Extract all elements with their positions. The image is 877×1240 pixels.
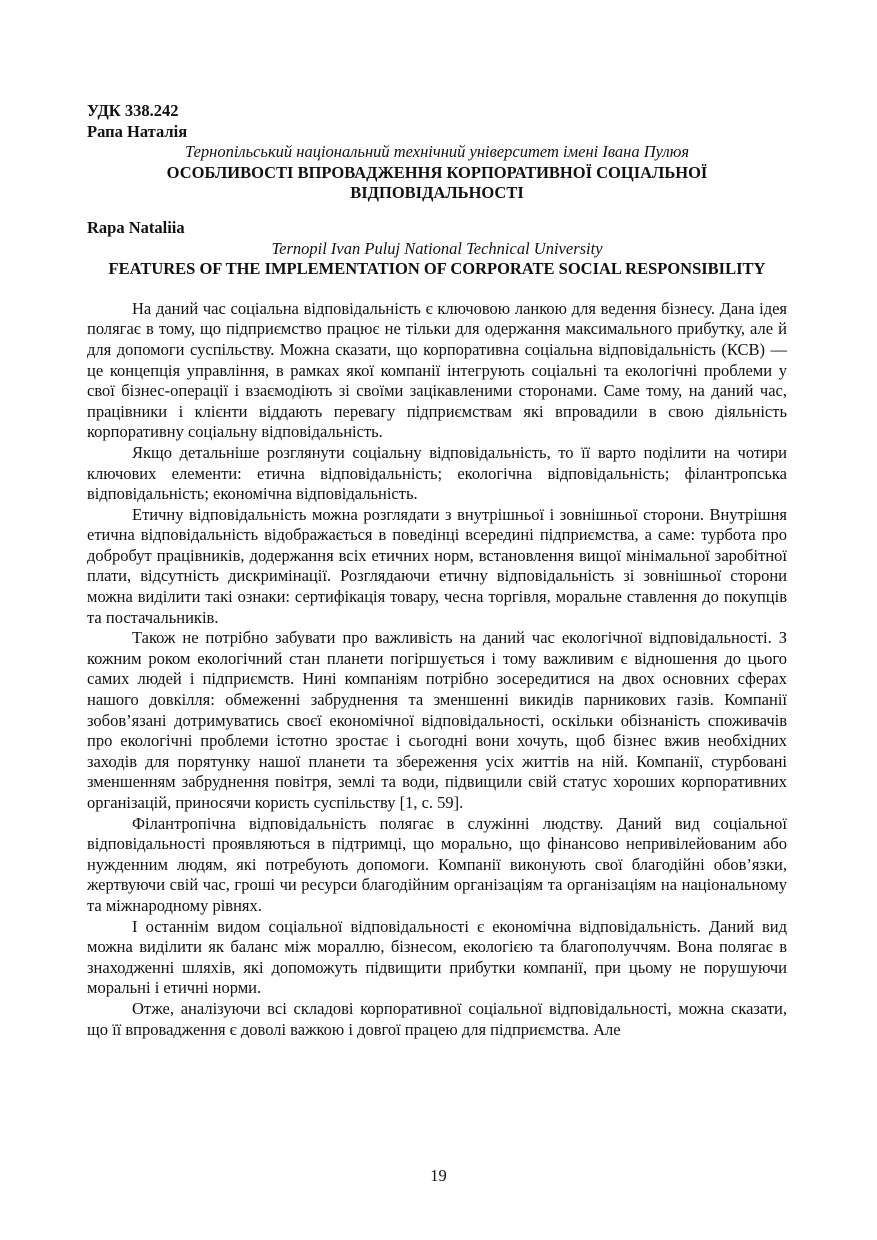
author-name-en: Rapa Nataliia <box>87 217 185 237</box>
page-content <box>87 101 787 1040</box>
article-header <box>87 101 787 280</box>
body-paragraph: Філантропічна відповідальність полягає в служінні людству. Даний вид соціальної відповідальності проявляються в підтримці, що морально, що фінансово непривілейованим або нужденним людям, які потребують допомоги. Компанії виконують свої благодійні обов’язки, жертвуючи свій час, гроші чи ресурси благодійним організаціям та організаціям на національному та міжнародному рівнях. <box>87 813 787 915</box>
body-paragraph: І останнім видом соціальної відповідальності є економічна відповідальність. Даний вид можна виділити як баланс між мораллю, бізнесом, екологією та благополуччям. Вона полягає в знаходженні шляхів, які допоможуть підвищити прибутки компанії, при цьому не порушуючи моральні і етичні норми. <box>87 916 787 998</box>
article-title-en: FEATURES OF THE IMPLEMENTATION OF CORPORATE SOCIAL RESPONSIBILITY <box>108 259 766 279</box>
body-paragraph: На даний час соціальна відповідальність є ключовою ланкою для ведення бізнесу. Дана ідея полягає в тому, що підприємство працює не тільки для одержання максимального прибутку, але й для допомоги суспільству. Можна сказати, що корпоративна соціальна відповідальність (КСВ) — це концепція управління, в рамках якої компанії інтегрують соціальні та екологічні проблеми у свої бізнес-операції і взаємодіють зі своїми зацікавленими сторонами. Саме тому, на даний час, працівники і клієнти віддають перевагу підприємствам які впровадили в свою діяльність корпоративну соціальну відповідальність. <box>87 298 787 442</box>
page-number: 19 <box>430 1166 447 1185</box>
body-paragraph: Якщо детальніше розглянути соціальну відповідальність, то її варто поділити на чотири ключових елементи: етична відповідальність; екологічна відповідальність; філантропська відповідальність; економічна відповідальність. <box>87 442 787 504</box>
body-paragraph: Також не потрібно забувати про важливість на даний час екологічної відповідальності. З кожним роком екологічний стан планети погіршується і тому важливим є відношення до цього самих людей і підприємств. Нині компаніям потрібно зосередитися на двох основних сферах нашого довкілля: обмеженні забруднення та зменшенні викидів парникових газів. Компанії зобов’язані дотримуватись своєї економічної відповідальності, оскільки обізнаність споживачів про екологічні проблеми істотно зростає і сьогодні вони хочуть, щоб бізнес вжив необхідних заходів для порятунку нашої планети та збереження усіх життів на ній. Компанії, стурбовані зменшенням забруднення повітря, землі та води, підвищили свій статус хороших корпоративних організацій, приносячи користь суспільству [1, с. 59]. <box>87 628 787 812</box>
body-paragraph: Етичну відповідальність можна розглядати з внутрішньої і зовнішньої сторони. Внутрішня етична відповідальність відображається в поведінці всередині підприємства, а саме: турбота про добробут працівників, додержання всіх етичних норм, встановлення вищої мінімальної заробітної плати, відсутність дискримінації. Розглядаючи етичну відповідальність зі зовнішньої сторони можна виділити такі ознаки: сертифікація товару, чесна торгівля, моральне ставлення до покупців та постачальників. <box>87 504 787 627</box>
article-title-ua: ОСОБЛИВОСТІ ВПРОВАДЖЕННЯ КОРПОРАТИВНОЇ СОЦІАЛЬНОЇ ВІДПОВІДАЛЬНОСТІ <box>166 162 708 203</box>
article-body <box>87 299 787 1040</box>
affiliation-ua: Тернопільський національний технічний університет імені Івана Пулюя <box>184 142 689 162</box>
udc-code: УДК 338.242 <box>87 101 179 120</box>
header-spacer <box>87 204 787 218</box>
header-body-spacer <box>87 280 787 299</box>
affiliation-en: Ternopil Ivan Puluj National Technical University <box>271 238 603 258</box>
author-name-ua: Рапа Наталія <box>87 121 188 141</box>
body-paragraph: Отже, аналізуючи всі складові корпоративної соціальної відповідальності, можна сказати, що її впровадження є доволі важкою і довгої працею для підприємства. Але <box>87 998 787 1039</box>
